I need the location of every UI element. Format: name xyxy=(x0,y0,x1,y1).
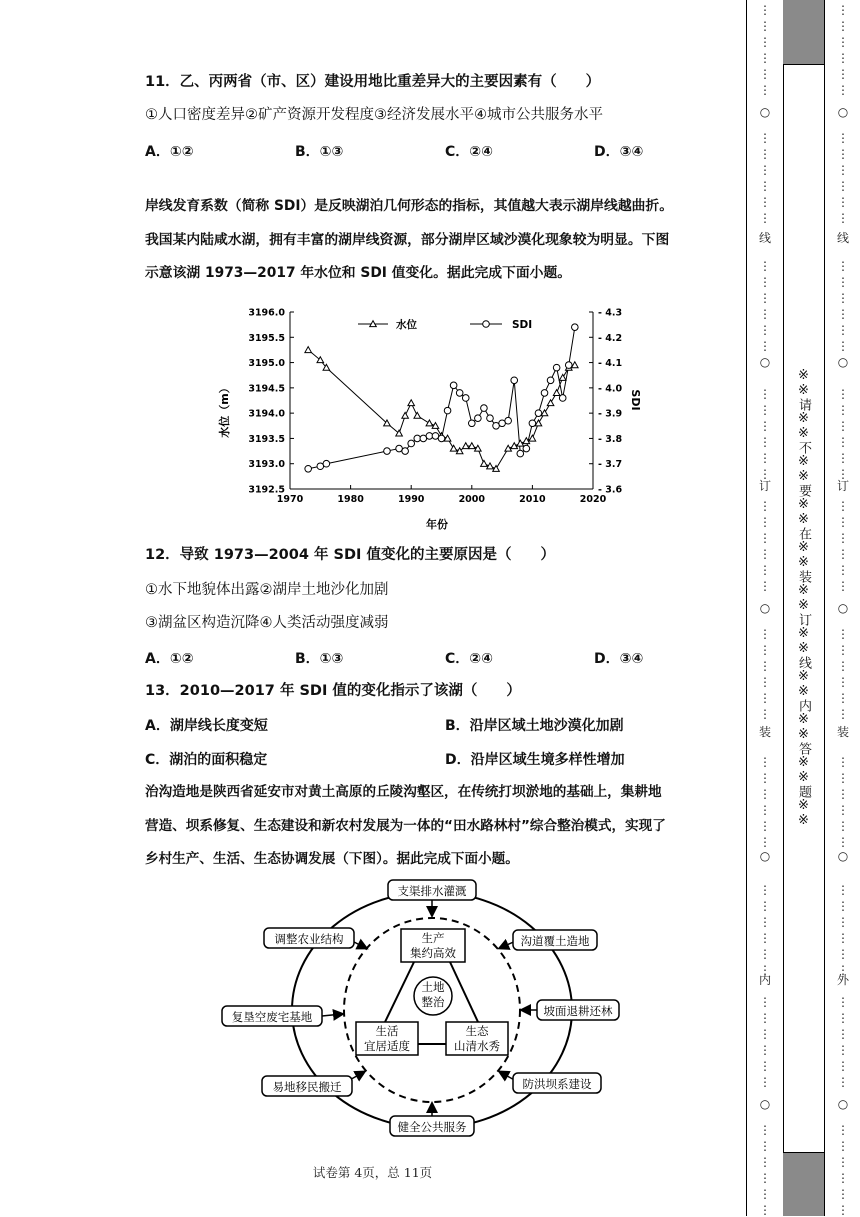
binding-line-1 xyxy=(746,0,747,1216)
production-label-2: 集约高效 xyxy=(410,946,456,960)
binding-outer-dots: ⋮ xyxy=(837,547,849,561)
binding-outer-dots: ⋮ xyxy=(837,1075,849,1089)
binding-inner-dots: ⋮ xyxy=(759,643,771,657)
binding-inner-dots: ⋮ xyxy=(759,627,771,641)
q13-option-d[interactable]: D．沿岸区域生境多样性增加 xyxy=(445,752,625,768)
living-label-1: 生活 xyxy=(375,1024,399,1038)
binding-inner-circle-mark: ○ xyxy=(759,601,771,615)
binding-outer-circle-mark: ○ xyxy=(837,601,849,615)
y2-tick-label: - 3.8 xyxy=(598,433,623,445)
binding-inner-dots: ⋮ xyxy=(759,499,771,513)
binding-outer-dots: ⋮ xyxy=(837,579,849,593)
binding-outer-dots: ⋮ xyxy=(837,915,849,929)
binding-outer-dots: ⋮ xyxy=(837,259,849,273)
q11-option-d[interactable]: D．③④ xyxy=(594,144,644,160)
binding-outer-dots: ⋮ xyxy=(837,339,849,353)
q11-statements: ①人口密度差异②矿产资源开发程度③经济发展水平④城市公共服务水平 xyxy=(145,107,603,123)
binding-inner-dots: ⋮ xyxy=(759,51,771,65)
y2-tick-label: - 4.2 xyxy=(598,332,623,344)
chart-x-label: 年份 xyxy=(426,518,448,531)
q11-option-c[interactable]: C．②④ xyxy=(445,144,493,160)
production-label-1: 生产 xyxy=(421,931,445,945)
binding-outer-dots: ⋮ xyxy=(837,1155,849,1169)
q12-statement1: ①水下地貌体出露②湖岸土地沙化加剧 xyxy=(145,582,389,598)
binding-inner-dots: ⋮ xyxy=(759,1171,771,1185)
binding-outer-dots: ⋮ xyxy=(837,403,849,417)
binding-inner-circle-mark: ○ xyxy=(759,849,771,863)
outer-label-bottom-right: 防洪坝系建设 xyxy=(522,1077,592,1091)
binding-inner-circle-mark: ○ xyxy=(759,105,771,119)
binding-outer-dots: ⋮ xyxy=(837,659,849,673)
binding-outer-circle-mark: ○ xyxy=(837,849,849,863)
y-tick-label: 3195.0 xyxy=(248,358,285,370)
q12-stem: 12．导致 1973—2004 年 SDI 值变化的主要原因是（ ） xyxy=(145,547,555,563)
binding-outer-dots: ⋮ xyxy=(837,1123,849,1137)
y2-tick-label: - 3.7 xyxy=(598,459,623,471)
binding-box-left xyxy=(783,64,784,1152)
binding-outer-dots: ⋮ xyxy=(837,323,849,337)
binding-outer-dots: ⋮ xyxy=(837,147,849,161)
binding-inner-circle-mark: ○ xyxy=(759,1097,771,1111)
binding-inner-dots: ⋮ xyxy=(759,131,771,145)
chart-y2-label: SDI xyxy=(629,389,642,411)
y2-tick-label: - 3.9 xyxy=(598,408,623,420)
outer-label-top-right: 沟道覆土造地 xyxy=(520,934,590,948)
y2-tick-label: - 4.0 xyxy=(598,383,623,395)
binding-inner-dots: ⋮ xyxy=(759,179,771,193)
binding-inner-char-mark: 订 xyxy=(758,479,771,493)
binding-outer-circle-mark: ○ xyxy=(837,105,849,119)
binding-outer-dots: ⋮ xyxy=(837,1043,849,1057)
binding-outer-dots: ⋮ xyxy=(837,803,849,817)
binding-inner-dots: ⋮ xyxy=(759,659,771,673)
passage2-line1: 治沟造地是陕西省延安市对黄土高原的丘陵沟壑区，在传统打坝淤地的基础上，集耕地 xyxy=(145,784,662,800)
binding-outer-dots: ⋮ xyxy=(837,467,849,481)
binding-inner-dots: ⋮ xyxy=(759,995,771,1009)
binding-outer-dots: ⋮ xyxy=(837,51,849,65)
binding-inner-dots: ⋮ xyxy=(759,1155,771,1169)
binding-inner-dots: ⋮ xyxy=(759,419,771,433)
binding-inner-dots: ⋮ xyxy=(759,387,771,401)
binding-inner-dots: ⋮ xyxy=(759,963,771,977)
binding-inner-dots: ⋮ xyxy=(759,211,771,225)
outer-label-top: 支渠排水灌溉 xyxy=(397,884,467,898)
x-tick-label: 2020 xyxy=(579,494,607,505)
binding-inner-dots: ⋮ xyxy=(759,835,771,849)
binding-outer-dots: ⋮ xyxy=(837,755,849,769)
q12-option-c[interactable]: C．②④ xyxy=(445,651,493,667)
binding-outer-dots: ⋮ xyxy=(837,35,849,49)
binding-inner-dots: ⋮ xyxy=(759,1043,771,1057)
binding-outer-dots: ⋮ xyxy=(837,675,849,689)
binding-outer-dots: ⋮ xyxy=(837,499,849,513)
binding-outer-dots: ⋮ xyxy=(837,819,849,833)
binding-outer-circle-mark: ○ xyxy=(837,355,849,369)
binding-outer-dots: ⋮ xyxy=(837,195,849,209)
passage1-line2: 我国某内陆咸水湖，拥有丰富的湖岸线资源，部分湖岸区域沙漠化现象较为明显。下图 xyxy=(145,232,670,248)
page-footer: 试卷第 4页，总 11页 xyxy=(312,1165,433,1180)
binding-gray-top xyxy=(783,0,824,64)
binding-gray-bottom xyxy=(783,1152,824,1216)
binding-inner-dots: ⋮ xyxy=(759,755,771,769)
binding-inner-dots: ⋮ xyxy=(759,467,771,481)
binding-warning xyxy=(787,368,819,828)
binding-inner-dots: ⋮ xyxy=(759,83,771,97)
q12-option-a[interactable]: A．①② xyxy=(145,651,194,667)
binding-inner-dots: ⋮ xyxy=(759,1203,771,1217)
binding-inner-dots: ⋮ xyxy=(759,291,771,305)
binding-outer-dots: ⋮ xyxy=(837,1187,849,1201)
binding-inner-dots: ⋮ xyxy=(759,803,771,817)
binding-outer-dots: ⋮ xyxy=(837,787,849,801)
binding-inner-dots: ⋮ xyxy=(759,579,771,593)
binding-inner-dots: ⋮ xyxy=(759,915,771,929)
binding-outer-char-mark: 线 xyxy=(836,231,849,245)
y-tick-label: 3195.5 xyxy=(248,332,285,344)
binding-outer-dots: ⋮ xyxy=(837,83,849,97)
binding-box-top xyxy=(783,64,824,65)
binding-outer-dots: ⋮ xyxy=(837,1203,849,1217)
binding-outer-dots: ⋮ xyxy=(837,995,849,1009)
binding-outer-dots: ⋮ xyxy=(837,179,849,193)
binding-outer-dots: ⋮ xyxy=(837,435,849,449)
outer-label-left: 复垦空废宅基地 xyxy=(231,1010,313,1024)
binding-inner-dots: ⋮ xyxy=(759,67,771,81)
binding-outer-dots: ⋮ xyxy=(837,931,849,945)
binding-inner-dots: ⋮ xyxy=(759,1187,771,1201)
binding-inner-dots: ⋮ xyxy=(759,883,771,897)
outer-label-top-left: 调整农业结构 xyxy=(274,932,344,946)
y2-tick-label: - 4.3 xyxy=(598,307,623,319)
binding-outer-dots: ⋮ xyxy=(837,563,849,577)
binding-outer-dots: ⋮ xyxy=(837,291,849,305)
q11-stem: 11．乙、丙两省（市、区）建设用地比重差异大的主要因素有（ ） xyxy=(145,74,601,90)
q12-option-b[interactable]: B．①③ xyxy=(295,651,344,667)
y2-tick-label: - 4.1 xyxy=(598,358,623,370)
binding-box-bottom xyxy=(783,1152,824,1153)
binding-outer-dots: ⋮ xyxy=(837,387,849,401)
x-tick-label: 2000 xyxy=(458,494,486,505)
outer-label-right: 坡面退耕还林 xyxy=(543,1004,613,1018)
binding-outer-char-mark: 订 xyxy=(836,479,849,493)
binding-outer-dots: ⋮ xyxy=(837,1171,849,1185)
q13-stem: 13．2010—2017 年 SDI 值的变化指示了该湖（ ） xyxy=(145,683,521,699)
binding-inner-dots: ⋮ xyxy=(759,1011,771,1025)
living-label-2: 宜居适度 xyxy=(364,1039,410,1053)
q13-option-c[interactable]: C．湖泊的面积稳定 xyxy=(145,752,268,768)
binding-inner-dots: ⋮ xyxy=(759,1027,771,1041)
binding-line-3 xyxy=(824,0,825,1216)
binding-outer-dots: ⋮ xyxy=(837,163,849,177)
binding-outer-dots: ⋮ xyxy=(837,643,849,657)
y-tick-label: 3194.5 xyxy=(248,383,285,395)
binding-outer-dots: ⋮ xyxy=(837,515,849,529)
y-tick-label: 3192.5 xyxy=(248,484,285,496)
binding-outer-dots: ⋮ xyxy=(837,131,849,145)
binding-outer-dots: ⋮ xyxy=(837,1011,849,1025)
binding-warning-text: ※※请※※不※※要※※在※※装※※订※※线※※内※※答※※题※※ xyxy=(796,368,811,828)
center-label-2: 整治 xyxy=(421,995,445,1009)
q11-option-b[interactable]: B．①③ xyxy=(295,144,344,160)
binding-outer-dots: ⋮ xyxy=(837,67,849,81)
binding-inner-dots: ⋮ xyxy=(759,1059,771,1073)
y-tick-label: 3193.0 xyxy=(248,459,285,471)
binding-outer-dots: ⋮ xyxy=(837,947,849,961)
binding-outer-dots: ⋮ xyxy=(837,963,849,977)
y-tick-label: 3196.0 xyxy=(248,307,285,319)
binding-inner-dots: ⋮ xyxy=(759,19,771,33)
binding-outer-dots: ⋮ xyxy=(837,707,849,721)
x-tick-label: 1970 xyxy=(276,494,304,505)
binding-column-inner xyxy=(755,0,775,1216)
passage2-line2: 营造、坝系修复、生态建设和新农村发展为一体的“田水路林村”综合整治模式，实现了 xyxy=(145,818,666,834)
binding-inner-dots: ⋮ xyxy=(759,691,771,705)
binding-outer-dots: ⋮ xyxy=(837,883,849,897)
binding-inner-dots: ⋮ xyxy=(759,675,771,689)
binding-outer-char-mark: 外 xyxy=(836,973,849,987)
binding-inner-dots: ⋮ xyxy=(759,515,771,529)
legend-label-water-level: 水位 xyxy=(396,319,417,331)
legend-label-sdi: SDI xyxy=(512,319,533,331)
binding-outer-dots: ⋮ xyxy=(837,1059,849,1073)
q12-statement2: ③湖盆区构造沉降④人类活动强度减弱 xyxy=(145,615,389,631)
binding-inner-dots: ⋮ xyxy=(759,547,771,561)
binding-inner-char-mark: 线 xyxy=(758,231,771,245)
binding-inner-dots: ⋮ xyxy=(759,787,771,801)
x-tick-label: 1990 xyxy=(397,494,425,505)
binding-inner-dots: ⋮ xyxy=(759,195,771,209)
binding-outer-dots: ⋮ xyxy=(837,1139,849,1153)
q13-option-b[interactable]: B．沿岸区域土地沙漠化加剧 xyxy=(445,718,624,734)
binding-column-outer xyxy=(833,0,853,1216)
binding-outer-dots: ⋮ xyxy=(837,627,849,641)
y-tick-label: 3194.0 xyxy=(248,408,285,420)
binding-inner-dots: ⋮ xyxy=(759,931,771,945)
binding-outer-char-mark: 装 xyxy=(836,725,849,739)
x-tick-label: 2010 xyxy=(519,494,546,505)
outer-label-bottom-left: 易地移民搬迁 xyxy=(272,1080,342,1094)
binding-inner-dots: ⋮ xyxy=(759,3,771,17)
binding-outer-dots: ⋮ xyxy=(837,771,849,785)
binding-inner-dots: ⋮ xyxy=(759,435,771,449)
binding-inner-dots: ⋮ xyxy=(759,275,771,289)
binding-inner-dots: ⋮ xyxy=(759,259,771,273)
binding-outer-dots: ⋮ xyxy=(837,19,849,33)
binding-outer-dots: ⋮ xyxy=(837,691,849,705)
binding-outer-dots: ⋮ xyxy=(837,275,849,289)
binding-inner-char-mark: 装 xyxy=(758,725,771,739)
y2-tick-label: - 3.6 xyxy=(598,484,623,496)
binding-inner-dots: ⋮ xyxy=(759,531,771,545)
binding-inner-dots: ⋮ xyxy=(759,947,771,961)
binding-inner-char-mark: 内 xyxy=(758,973,771,987)
outer-label-bottom: 健全公共服务 xyxy=(397,1120,467,1134)
binding-outer-dots: ⋮ xyxy=(837,211,849,225)
ecology-label-2: 山清水秀 xyxy=(454,1039,500,1053)
binding-outer-dots: ⋮ xyxy=(837,1027,849,1041)
binding-outer-dots: ⋮ xyxy=(837,419,849,433)
y-tick-label: 3193.5 xyxy=(248,433,285,445)
binding-inner-dots: ⋮ xyxy=(759,163,771,177)
binding-outer-dots: ⋮ xyxy=(837,451,849,465)
binding-inner-dots: ⋮ xyxy=(759,339,771,353)
binding-inner-dots: ⋮ xyxy=(759,403,771,417)
binding-inner-dots: ⋮ xyxy=(759,451,771,465)
binding-outer-dots: ⋮ xyxy=(837,531,849,545)
q13-option-a[interactable]: A．湖岸线长度变短 xyxy=(145,718,268,734)
binding-inner-dots: ⋮ xyxy=(759,819,771,833)
center-label-1: 土地 xyxy=(421,980,445,994)
passage1-line1: 岸线发育系数（简称 SDI）是反映湖泊几何形态的指标，其值越大表示湖岸线越曲折。 xyxy=(145,198,674,214)
binding-inner-dots: ⋮ xyxy=(759,147,771,161)
binding-inner-circle-mark: ○ xyxy=(759,355,771,369)
ecology-label-1: 生态 xyxy=(465,1024,489,1038)
q11-option-a[interactable]: A．①② xyxy=(145,144,194,160)
binding-inner-dots: ⋮ xyxy=(759,1139,771,1153)
binding-inner-dots: ⋮ xyxy=(759,35,771,49)
binding-inner-dots: ⋮ xyxy=(759,1123,771,1137)
binding-inner-dots: ⋮ xyxy=(759,563,771,577)
binding-inner-dots: ⋮ xyxy=(759,899,771,913)
passage1-line3: 示意该湖 1973—2017 年水位和 SDI 值变化。据此完成下面小题。 xyxy=(145,265,572,281)
passage2-line3: 乡村生产、生活、生态协调发展（下图）。据此完成下面小题。 xyxy=(145,851,519,867)
binding-outer-dots: ⋮ xyxy=(837,307,849,321)
x-tick-label: 1980 xyxy=(337,494,364,505)
q12-option-d[interactable]: D．③④ xyxy=(594,651,644,667)
binding-outer-circle-mark: ○ xyxy=(837,1097,849,1111)
binding-outer-dots: ⋮ xyxy=(837,3,849,17)
binding-inner-dots: ⋮ xyxy=(759,1075,771,1089)
binding-inner-dots: ⋮ xyxy=(759,307,771,321)
binding-inner-dots: ⋮ xyxy=(759,323,771,337)
chart-y-label: 水位（m） xyxy=(218,382,231,438)
binding-inner-dots: ⋮ xyxy=(759,707,771,721)
binding-outer-dots: ⋮ xyxy=(837,899,849,913)
binding-outer-dots: ⋮ xyxy=(837,835,849,849)
binding-inner-dots: ⋮ xyxy=(759,771,771,785)
